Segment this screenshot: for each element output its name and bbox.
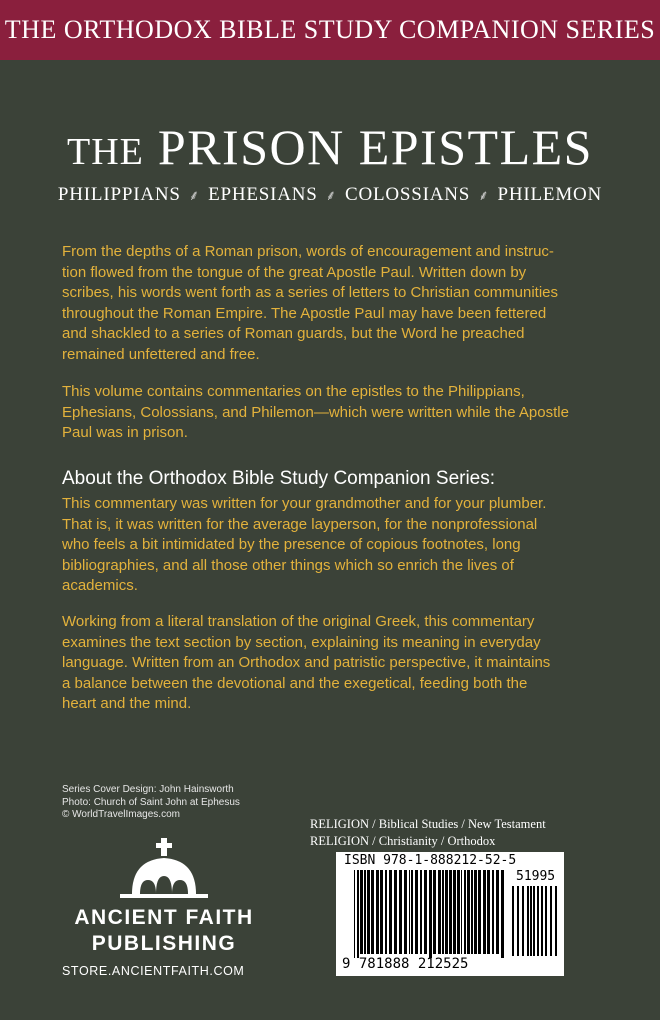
church-dome-cross-logo-icon xyxy=(62,836,266,908)
text-line: language. Written from an Orthodox and patristic perspective, it maintains xyxy=(62,654,551,671)
text-line: This volume contains commentaries on the epistles to the Philippians, xyxy=(62,383,525,400)
isbn-label: ISBN 978-1-888212-52-5 xyxy=(344,853,517,868)
barcode-bar xyxy=(467,870,470,954)
barcode-bar xyxy=(429,870,432,958)
category-line: RELIGION / Christianity / Orthodox xyxy=(310,834,496,848)
barcode-bar xyxy=(492,870,494,954)
credit-photo: Photo: Church of Saint John at Ephesus xyxy=(62,796,240,808)
about-heading: About the Orthodox Bible Study Companion Series: xyxy=(62,468,496,489)
barcode-bar xyxy=(409,870,410,954)
category-line: RELIGION / Biblical Studies / New Testament xyxy=(310,817,546,831)
text-line: Paul was in prison. xyxy=(62,424,188,441)
barcode-bar xyxy=(487,870,490,954)
title-main: PRISON EPISTLES xyxy=(157,119,593,175)
credit-design: Series Cover Design: John Hainsworth xyxy=(62,784,234,795)
subtitle-book-ephesians: EPHESIANS xyxy=(208,184,318,205)
barcode-bar xyxy=(420,870,422,954)
subtitle-book-philemon: PHILEMON xyxy=(497,184,603,205)
book-title xyxy=(0,118,660,176)
barcode-bar xyxy=(354,870,355,958)
ornament-separator-icon: ⸙ xyxy=(325,189,337,204)
title-article: THE xyxy=(67,131,144,173)
barcode-bar xyxy=(364,870,366,954)
text-line: examines the text section by section, explaining its meaning in everyday xyxy=(62,633,541,651)
book-subtitle xyxy=(0,184,660,206)
publisher-name-line1: ANCIENT FAITH xyxy=(74,906,254,929)
barcode-bar xyxy=(537,886,539,956)
barcode-bar xyxy=(357,870,359,958)
text-line: heart and the mind. xyxy=(62,695,192,712)
publisher-name-line2: PUBLISHING xyxy=(91,932,237,955)
barcode-bar xyxy=(433,870,436,954)
barcode-bar xyxy=(411,870,413,954)
text-line: From the depths of a Roman prison, words of encouragement and instruc- xyxy=(62,243,554,260)
text-line: That is, it was written for the average layperson, for the nonprofessional xyxy=(62,515,538,533)
barcode-bar xyxy=(541,886,543,956)
barcode-bar xyxy=(389,870,392,954)
subtitle-book-colossians: COLOSSIANS xyxy=(344,184,471,205)
blurb-paragraph-2 xyxy=(62,382,602,444)
about-paragraph-2 xyxy=(62,612,602,715)
barcode-bar xyxy=(496,870,499,954)
barcode-bar xyxy=(380,870,383,954)
bisac-categories xyxy=(310,816,546,850)
barcode-bar xyxy=(527,886,529,956)
barcode-bar xyxy=(522,886,524,956)
text-line: This commentary was written for your grandmother and for your plumber. xyxy=(62,495,547,512)
text-line: remained unfettered and free. xyxy=(62,345,260,363)
barcode-bar xyxy=(471,870,473,954)
text-line: a balance between the devotional and the exegetical, feeding both the xyxy=(62,674,528,692)
barcode-bar xyxy=(371,870,374,954)
barcode-bar xyxy=(545,886,547,956)
barcode-bar xyxy=(483,870,486,954)
ornament-separator-icon: ⸙ xyxy=(188,189,201,204)
barcode-bar xyxy=(438,870,441,954)
barcode-bar xyxy=(461,870,462,954)
text-line: scribes, his words went forth as a series of letters to Christian communities xyxy=(62,284,559,301)
text-line: who feels a bit intimidated by the presence of copious footnotes, long xyxy=(62,536,521,553)
price-code: 51995 xyxy=(516,869,556,884)
barcode-bar xyxy=(478,870,481,954)
barcode-bar xyxy=(517,886,519,956)
series-banner xyxy=(0,0,660,60)
text-line: Working from a literal translation of the original Greek, this commentary xyxy=(62,613,535,630)
subtitle-book-philippians: PHILIPPIANS xyxy=(57,184,181,205)
barcode-bar xyxy=(550,886,552,956)
text-line: academics. xyxy=(62,577,138,594)
barcode-bar xyxy=(367,870,370,954)
barcode-bar xyxy=(501,870,504,958)
cover-credits xyxy=(62,784,240,822)
barcode-bar xyxy=(404,870,407,954)
barcode-bar xyxy=(512,886,514,956)
barcode-bar xyxy=(399,870,402,954)
credit-copyright: © WorldTravelImages.com xyxy=(62,809,180,820)
publisher-store-url: STORE.ANCIENTFAITH.COM xyxy=(62,964,245,978)
barcode-bar xyxy=(360,870,363,954)
barcode-bar xyxy=(442,870,444,954)
barcode-bar xyxy=(555,886,557,956)
ornament-separator-icon: ⸙ xyxy=(478,189,490,204)
barcode-bar xyxy=(376,870,379,954)
barcode-bar xyxy=(453,870,456,954)
ean-digits: 9 781888 212525 xyxy=(342,956,469,972)
text-line: throughout the Roman Empire. The Apostle Paul may have been fettered xyxy=(62,304,547,322)
about-paragraph-1 xyxy=(62,494,602,597)
barcode-bar xyxy=(449,870,452,954)
barcode-bar xyxy=(415,870,418,954)
text-line: tion flowed from the tongue of the great Apostle Paul. Written down by xyxy=(62,263,527,281)
text-line: bibliographies, and all those other things which so enrich the lives of xyxy=(62,556,514,574)
text-line: Ephesians, Colossians, and Philemon—which were written while the Apostle xyxy=(62,403,569,421)
barcode-bar xyxy=(474,870,477,954)
barcode-bar xyxy=(530,886,532,956)
barcode-bar xyxy=(445,870,448,954)
barcode-bar xyxy=(424,870,427,954)
isbn-barcode xyxy=(336,852,564,976)
barcode-bar xyxy=(464,870,466,954)
barcode-bar xyxy=(385,870,387,954)
text-line: and shackled to a series of Roman guards, but the Word he preached xyxy=(62,325,525,342)
barcode-bar xyxy=(394,870,397,954)
series-title: THE ORTHODOX BIBLE STUDY COMPANION SERIES xyxy=(4,15,656,44)
blurb-paragraph-1 xyxy=(62,242,602,365)
barcode-bar xyxy=(533,886,535,956)
barcode-bar xyxy=(457,870,460,954)
